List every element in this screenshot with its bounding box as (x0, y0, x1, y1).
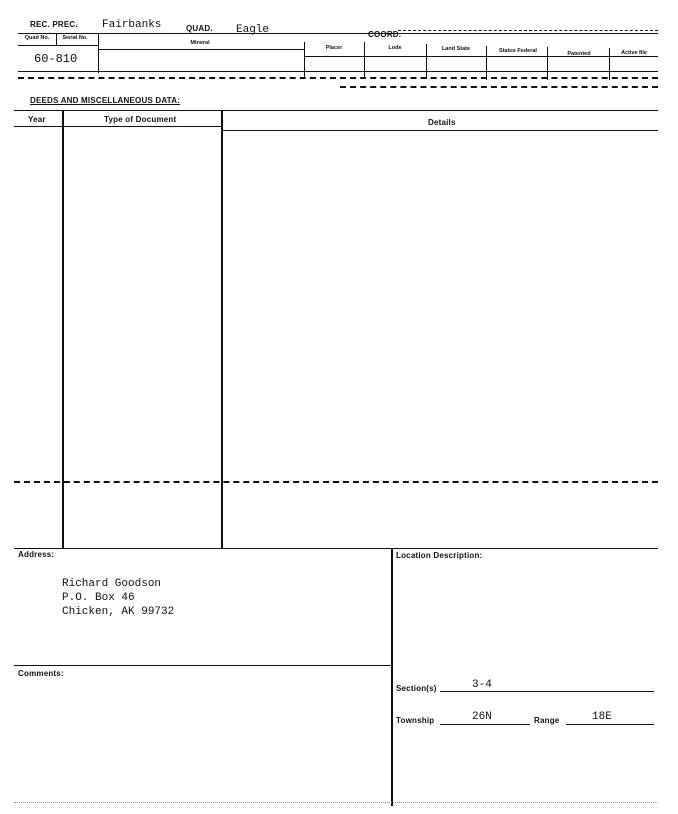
col-div-2 (304, 42, 305, 78)
col-mineral: Mineral (190, 40, 210, 46)
township-value: 26N (472, 711, 492, 723)
deeds-dash (14, 481, 658, 483)
col-type-of-document: Type of Document (104, 115, 177, 124)
col-placer: Placer (325, 45, 343, 51)
address-line-2: P.O. Box 46 (62, 592, 135, 604)
sections-label: Section(s) (396, 684, 437, 693)
range-label: Range (534, 716, 560, 725)
col-patented: Patented (567, 51, 591, 57)
deeds-title: DEEDS AND MISCELLANEOUS DATA: (30, 96, 181, 105)
col-lode: Lode (388, 45, 402, 51)
sections-underline (440, 691, 654, 692)
address-line-3: Chicken, AK 99732 (62, 606, 175, 618)
record-id: 60-810 (34, 52, 78, 66)
footer-speckle (14, 802, 658, 803)
location-description-label: Location Description: (396, 551, 483, 560)
rec-prec-value: Fairbanks (102, 19, 162, 31)
header-top-dash (398, 30, 658, 31)
deeds-header-rule-left (14, 126, 222, 127)
col-land-state: Land State (441, 46, 471, 52)
col-details: Details (428, 118, 456, 127)
deeds-top-rule (14, 110, 658, 111)
col-div-6 (547, 47, 548, 80)
col-div-4 (426, 44, 427, 79)
quad-serial-subrule (18, 45, 98, 46)
status-subrule (304, 56, 658, 57)
header-dash-1 (18, 77, 658, 79)
col-div-1 (98, 33, 99, 73)
range-value: 18E (592, 711, 612, 723)
col-div-7 (609, 48, 610, 80)
col-quad-no: Quad No. (24, 35, 50, 41)
address-label: Address: (18, 550, 55, 559)
township-underline (440, 724, 530, 725)
comments-top-rule (14, 665, 391, 666)
quad-label: QUAD. (186, 24, 213, 33)
col-serial-no: Serial No. (62, 35, 88, 41)
bottom-center-divider (391, 548, 393, 806)
deeds-header-rule-right (222, 130, 658, 131)
col-div-3 (364, 42, 365, 78)
col-year: Year (28, 115, 46, 124)
address-line-1: Richard Goodson (62, 578, 162, 590)
comments-label: Comments: (18, 669, 64, 678)
header-rule (18, 33, 658, 34)
col-active-file: Active file (621, 50, 647, 56)
rec-prec-label: REC. PREC. (30, 20, 78, 29)
mineral-subrule (98, 49, 304, 50)
header-dash-2 (340, 86, 658, 88)
sections-value: 3-4 (472, 679, 492, 691)
quad-serial-divider (56, 33, 57, 45)
range-underline (566, 724, 654, 725)
record-bottom-rule (18, 71, 658, 72)
coord-label: COORD. (368, 30, 402, 39)
bottom-top-rule (14, 548, 658, 549)
col-div-5 (486, 46, 487, 80)
quad-value: Eagle (236, 24, 270, 36)
township-label: Township (396, 716, 435, 725)
col-status-federal: Status Federal (499, 48, 537, 54)
